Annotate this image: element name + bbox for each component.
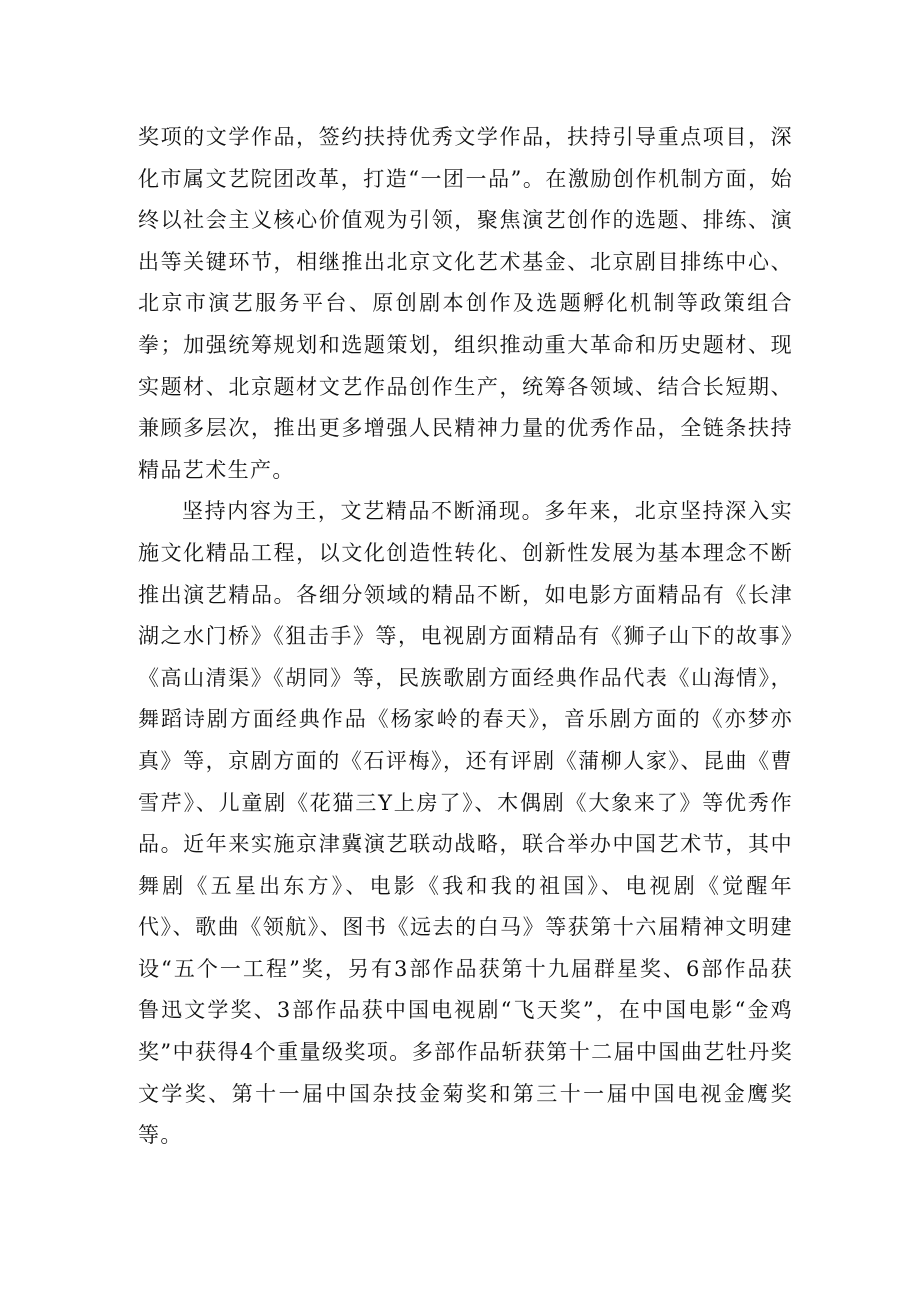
paragraph-2: 坚持内容为王，文艺精品不断涌现。多年来，北京坚持深入实施文化精品工程，以文化创造性转化、创新性发展为基本理念不断推出演艺精品。各细分领域的精品不断，如电影方面精品有《长津湖之水门桥》《狙击手》等，电视剧方面精品有《狮子山下的故事》《高山清渠》《胡同》等，民族歌剧方面经典作品代表《山海情》，舞蹈诗剧方面经典作品《杨家岭的春天》，音乐剧方面的《亦梦亦真》等，京剧方面的《石评梅》，还有评剧《蒲柳人家》、昆曲《曹雪芹》、儿童剧《花猫三Y上房了》、木偶剧《大象来了》等优秀作品。近年来实施京津冀演艺联动战略，联合举办中国艺术节，其中舞剧《五星出东方》、电影《我和我的祖国》、电视剧《觉醒年代》、歌曲《领航》、图书《远去的白马》等获第十六届精神文明建设“五个一工程”奖，另有3部作品获第十九届群星奖、6部作品获鲁迅文学奖、3部作品获中国电视剧“飞天奖”，在中国电影“金鸡奖”中获得4个重量级奖项。多部作品斩获第十二届中国曲艺牡丹奖文学奖、第十一届中国杂技金菊奖和第三十一届中国电视金鹰奖等。 bbox=[138, 499, 793, 1148]
document-page bbox=[138, 117, 793, 1157]
paragraph-1: 奖项的文学作品，签约扶持优秀文学作品，扶持引导重点项目，深化市属文艺院团改革，打造“一团一品”。在激励创作机制方面，始终以社会主义核心价值观为引领，聚焦演艺创作的选题、排练、演出等关键环节，相继推出北京文化艺术基金、北京剧目排练中心、北京市演艺服务平台、原创剧本创作及选题孵化机制等政策组合拳；加强统筹规划和选题策划，组织推动重大革命和历史题材、现实题材、北京题材文艺作品创作生产，统筹各领域、结合长短期、兼顾多层次，推出更多增强人民精神力量的优秀作品，全链条扶持精品艺术生产。 bbox=[138, 125, 793, 482]
